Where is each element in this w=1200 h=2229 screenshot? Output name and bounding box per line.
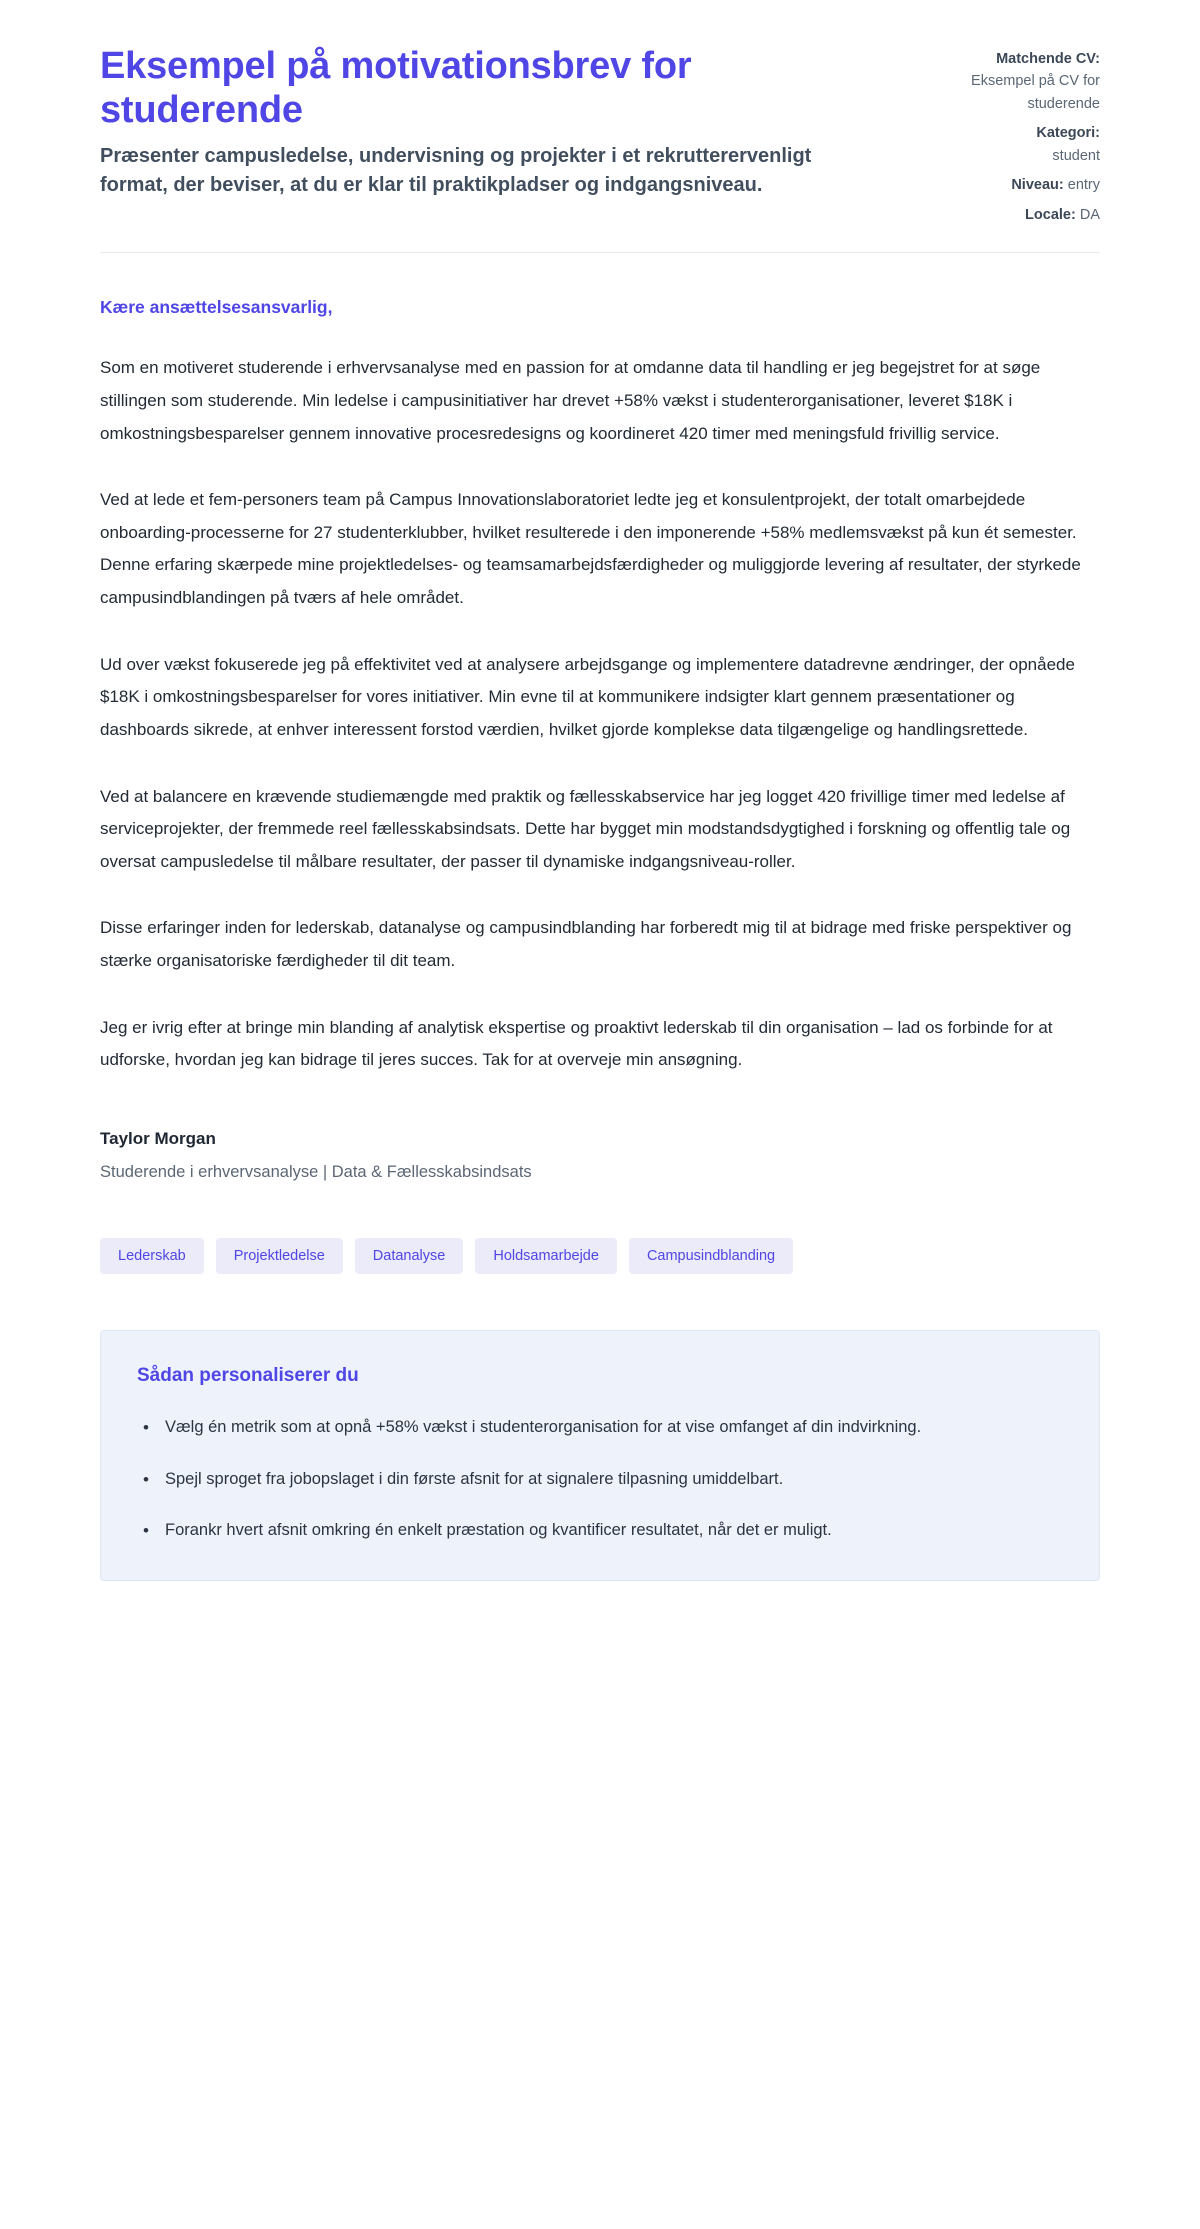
meta-level-value: entry xyxy=(1067,177,1100,194)
document-header xyxy=(100,44,1100,252)
meta-matching-cv-label: Matchende CV: xyxy=(996,51,1100,67)
metadata-panel xyxy=(910,44,1100,226)
skill-tag[interactable]: Lederskab xyxy=(100,1238,204,1274)
letter-paragraph: Jeg er ivrig efter at bringe min blanding af analytisk ekspertise og proaktivt lederskab til din organisation – lad os forbinde for at udforske, hvordan jeg kan bidrage til jeres succes. Tak for at overveje min ansøgning. xyxy=(100,1017,1053,1070)
letter-paragraph: Ved at balancere en krævende studiemængde med praktik og fællesskabservice har jeg logget 420 frivillige timer med ledelse af serviceprojekter, der fremmede reel fællesskabsindsats. Dette har bygget min modstandsdygtighed i forskning og offentlig tale og oversat campusledelse til målbare resultater, der passer til dynamiske indgangsniveau-roller. xyxy=(100,786,1071,871)
skill-tag[interactable]: Campusindblanding xyxy=(629,1238,793,1274)
header-divider xyxy=(100,252,1100,253)
signature-name: Taylor Morgan xyxy=(100,1128,216,1148)
tips-list xyxy=(137,1413,1059,1546)
letter-paragraph: Ved at lede et fem-personers team på Campus Innovationslaboratoriet ledte jeg et konsulentprojekt, der totalt omarbejdede onboarding-processerne for 27 studenterklubber, hvilket resulterede i den imponerende +58% medlemsvækst på kun ét semester. Denne erfaring skærpede mine projektledelses- og teamsamarbejdsfærdigheder og muliggjorde levering af resultater, der styrkede campusindblandingen på tværs af hele området. xyxy=(100,490,1081,608)
meta-matching-cv xyxy=(910,48,1100,115)
meta-category-label: Kategori: xyxy=(1036,125,1100,142)
meta-level-label: Niveau: xyxy=(1011,177,1064,194)
letter-salutation: Kære ansættelsesansvarlig, xyxy=(100,297,333,318)
letter-paragraph: Som en motiveret studerende i erhvervsanalyse med en passion for at omdanne data til handling er jeg begejstret for at søge stillingen som studerende. Min ledelse i campusinitiativer har drevet +58% vækst i studenterorganisationer, leveret $18K i omkostningsbesparelser gennem innovative procesredesigns og koordineret 420 timer med meningsfuld frivillig service. xyxy=(100,358,1041,443)
letter-paragraph: Ud over vækst fokuserede jeg på effektivitet ved at analysere arbejdsgange og implementere datadrevne ændringer, der opnåede $18K i omkostningsbesparelser for vores initiativer. Min evne til at kommunikere indsigter klart gennem præsentationer og dashboards sikrede, at enhver interessent forstod værdien, hvilket gjorde komplekse data tilgængelige og handlingsrettede. xyxy=(100,654,1075,739)
header-text-block xyxy=(100,44,874,199)
skill-tag[interactable]: Projektledelse xyxy=(216,1238,343,1274)
cover-letter-body xyxy=(100,297,1100,1182)
tip-item: • Vælg én metrik som at opnå +58% vækst i studenterorganisation for at vise omfanget af din indvirkning. xyxy=(161,1413,1059,1443)
tip-item: • Spejl sproget fra jobopslaget i din første afsnit for at signalere tilpasning umiddelbart. xyxy=(161,1465,1059,1495)
personalization-tips-panel xyxy=(100,1330,1100,1581)
signature-block xyxy=(100,1129,1100,1182)
signature-role: Studerende i erhvervsanalyse | Data & Fællesskabsindsats xyxy=(100,1162,532,1181)
skill-tag-list xyxy=(100,1238,1100,1274)
meta-matching-cv-value: Eksempel på CV for studerende xyxy=(971,73,1100,112)
tips-title: Sådan personaliserer du xyxy=(137,1364,359,1386)
tip-item: • Forankr hvert afsnit omkring én enkelt præstation og kvantificer resultatet, når det er muligt. xyxy=(161,1516,1059,1546)
skill-tag[interactable]: Datanalyse xyxy=(355,1238,464,1274)
meta-level xyxy=(910,174,1100,196)
meta-locale xyxy=(910,204,1100,226)
meta-category xyxy=(910,122,1100,167)
meta-locale-label: Locale: xyxy=(1025,206,1076,223)
meta-category-value: student xyxy=(1052,147,1100,164)
meta-locale-value: DA xyxy=(1079,206,1100,223)
page-title: Eksempel på motivationsbrev for studerende xyxy=(100,45,692,132)
skill-tag[interactable]: Holdsamarbejde xyxy=(475,1238,617,1274)
page-subtitle: Præsenter campusledelse, undervisning og projekter i et rekrutterervenligt format, der beviser, at du er klar til praktikpladser og indgangsniveau. xyxy=(100,145,812,196)
letter-paragraph: Disse erfaringer inden for lederskab, datanalyse og campusindblanding har forberedt mig til at bidrage med friske perspektiver og stærke organisatoriske færdigheder til dit team. xyxy=(100,918,1072,971)
